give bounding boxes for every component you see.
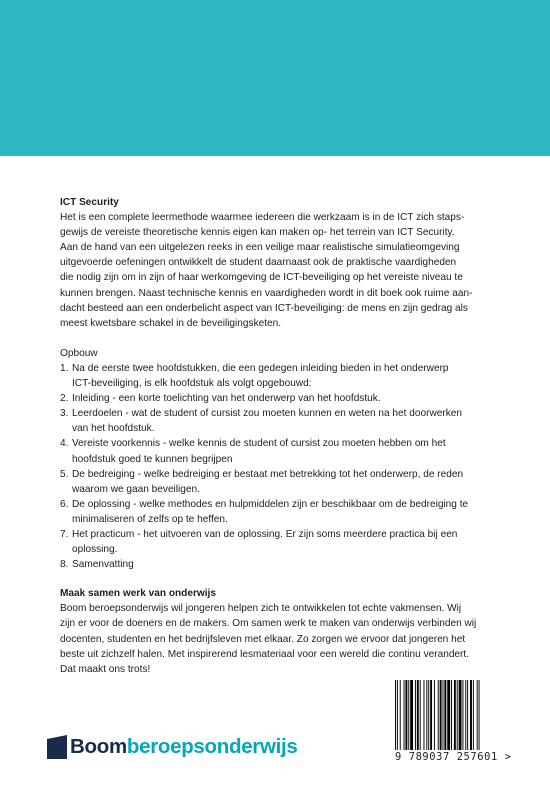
barcode-bar bbox=[454, 680, 456, 750]
list-item-number: 6. bbox=[60, 498, 69, 510]
barcode-bar bbox=[443, 680, 444, 750]
list-item-number: 8. bbox=[60, 559, 69, 571]
list-item bbox=[60, 497, 522, 527]
barcode-bar bbox=[426, 680, 427, 750]
list-item-line: van het hoofdstuk. bbox=[72, 423, 155, 435]
barcode-icon bbox=[395, 680, 513, 750]
barcode-bar bbox=[447, 680, 450, 750]
barcode-bar bbox=[417, 680, 419, 750]
intro-line: meest kwetsbare schakel in de beveiligingsketen. bbox=[60, 317, 282, 329]
intro-line: uitgevoerde oefeningen ontwikkelt de student daarnaast ook de praktische vaardigheden bbox=[60, 257, 457, 269]
barcode-bar bbox=[404, 680, 405, 750]
barcode-bar bbox=[415, 680, 416, 750]
cover-color-band bbox=[0, 0, 550, 156]
list-item bbox=[60, 391, 522, 406]
barcode-bar bbox=[397, 680, 398, 750]
barcode-bar bbox=[430, 680, 432, 750]
publisher-title: Maak samen werk van onderwijs bbox=[60, 588, 216, 600]
intro-title: ICT Security bbox=[60, 197, 119, 208]
list-item bbox=[60, 361, 522, 391]
barcode-bar bbox=[477, 680, 478, 750]
list-item-line: Het practicum - het uitvoeren van de oplossing. Er zijn soms meerdere practica bij een bbox=[72, 528, 458, 540]
barcode-bar bbox=[424, 680, 425, 750]
barcode-bar bbox=[473, 680, 474, 750]
list-item bbox=[60, 467, 522, 497]
barcode-bar bbox=[440, 680, 442, 750]
list-item-line: De oplossing - welke methodes en hulpmiddelen zijn er beschikbaar om de bedreiging te bbox=[72, 498, 469, 510]
barcode-bar bbox=[405, 680, 407, 750]
barcode-bar bbox=[479, 680, 480, 750]
list-item-number: 1. bbox=[60, 362, 69, 374]
list-item-line: Na de eerste twee hoofdstukken, die een gedegen inleiding bieden in het onderwerp bbox=[72, 362, 449, 374]
barcode-bar bbox=[465, 680, 466, 750]
barcode-bar bbox=[470, 680, 472, 750]
barcode-bar bbox=[444, 680, 446, 750]
publisher-logo bbox=[47, 735, 298, 759]
back-cover-text bbox=[60, 195, 522, 677]
list-item-line: De bedreiging - welke bedreiging er bestaat met betrekking tot het onderwerp, de reden bbox=[72, 468, 464, 480]
barcode-bar bbox=[410, 680, 413, 750]
isbn-barcode bbox=[395, 680, 523, 765]
list-item bbox=[60, 436, 522, 466]
publisher-line: Dat maakt ons trots! bbox=[60, 663, 151, 675]
boom-logo-icon bbox=[47, 735, 67, 759]
intro-line: Het is een complete leermethode waarmee iedereen die werkzaam is in de ICT zich staps- bbox=[60, 212, 465, 224]
barcode-bar bbox=[459, 680, 462, 750]
barcode-bar bbox=[451, 680, 452, 750]
intro-line: die nodig zijn om in zijn of haar werkomgeving de ICT-beveiliging op het vereiste niveau te bbox=[60, 272, 463, 284]
intro-line: Aan de hand van een uitgelezen reeks in een veilige maar realistische simulatieomgeving bbox=[60, 242, 460, 254]
list-item bbox=[60, 527, 522, 557]
barcode-bar bbox=[420, 680, 421, 750]
intro-paragraph bbox=[60, 210, 522, 331]
list-item-number: 3. bbox=[60, 408, 69, 420]
list-item-line: Vereiste voorkennis - welke kennis de student of cursist zou moeten hebben om het bbox=[72, 438, 446, 450]
list-item-line: hoofdstuk goed te kunnen begrijpen bbox=[72, 453, 233, 465]
intro-line: dacht besteed aan een onderbelicht aspect van ICT-beveiliging: de mens en zijn gedrag als bbox=[60, 302, 468, 314]
list-item-line: Inleiding - een korte toelichting van het onderwerp van het hoofdstuk. bbox=[72, 393, 381, 405]
list-item-line: minimaliseren of zelfs op te heffen. bbox=[72, 513, 228, 525]
list-item-number: 5. bbox=[60, 468, 69, 480]
barcode-bar bbox=[428, 680, 429, 750]
list-item-line: oplossing. bbox=[72, 544, 118, 556]
structure-list bbox=[60, 361, 522, 572]
logo-rest-text: beroepsonderwijs bbox=[126, 735, 298, 758]
list-item bbox=[60, 557, 522, 572]
intro-line: gewijs de vereiste theoretische kennis eigen kan maken op- het terrein van ICT Security. bbox=[60, 227, 455, 239]
publisher-line: docenten, studenten en het bedrijfsleven met elkaar. Zo zorgen we ervoor dat jongeren het bbox=[60, 633, 466, 645]
list-item-number: 7. bbox=[60, 528, 69, 540]
intro-line: kunnen brengen. Naast technische kennis en vaardigheden wordt in dit boek ook ruime aan- bbox=[60, 287, 473, 299]
logo-wordmark bbox=[70, 735, 298, 759]
list-item bbox=[60, 406, 522, 436]
list-item-number: 4. bbox=[60, 438, 69, 450]
barcode-bar bbox=[457, 680, 458, 750]
list-item-line: waarom we gaan beveiligen. bbox=[72, 483, 200, 495]
barcode-bar bbox=[467, 680, 468, 750]
barcode-bar bbox=[400, 680, 401, 750]
publisher-line: Boom beroepsonderwijs wil jongeren helpen zich te ontwikkelen tot echte vakmensen. Wij bbox=[60, 603, 462, 615]
structure-title: Opbouw bbox=[60, 347, 98, 359]
logo-brand-text: Boom bbox=[70, 735, 127, 758]
list-item-line: Leerdoelen - wat de student of cursist zou moeten kunnen en weten na het doorwerken bbox=[72, 408, 462, 420]
list-item-number: 2. bbox=[60, 393, 69, 405]
isbn-number: 9 789037 257601 > bbox=[395, 751, 512, 763]
barcode-bar bbox=[434, 680, 435, 750]
barcode-bar bbox=[408, 680, 409, 750]
barcode-bar bbox=[462, 680, 463, 750]
barcode-bar bbox=[438, 680, 439, 750]
publisher-line: beste uit zichzelf halen. Met inspirerend lesmateriaal voor een wereld die continu verandert. bbox=[60, 648, 470, 660]
barcode-bar bbox=[395, 680, 396, 750]
list-item-line: ICT-beveiliging, is elk hoofdstuk als volgt opgebouwd: bbox=[72, 378, 312, 390]
list-item-line: Samenvatting bbox=[72, 559, 134, 571]
publisher-line: zijn er voor de doeners en de makers. Om samen werk te maken van onderwijs verbinden wij bbox=[60, 618, 477, 630]
